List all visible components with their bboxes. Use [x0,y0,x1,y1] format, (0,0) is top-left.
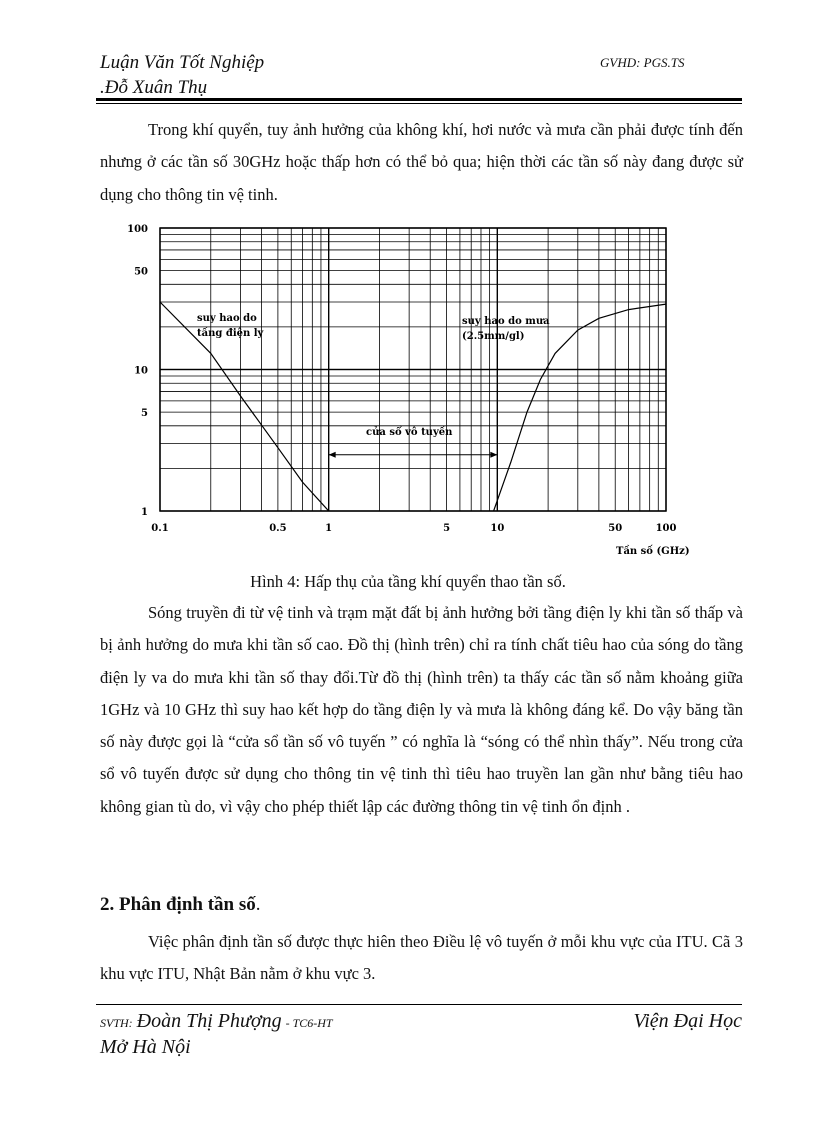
x-axis-label: Tần số (GHz) [616,546,690,557]
x-tick-label: 50 [608,523,623,534]
header-rule [96,98,742,104]
footer-svth-label: SVTH: [100,1016,133,1030]
y-tick-label: 100 [127,224,148,235]
section-heading [100,894,261,916]
y-tick-label: 5 [141,408,148,420]
y-tick-label: 50 [134,266,148,278]
figure-caption: Hình 4: Hấp thụ của tầng khí quyển thao tần số. [250,572,566,591]
x-tick-label: 1 [325,523,333,534]
x-tick-label: 0.1 [151,523,169,534]
radio-window-label: cửa sổ vô tuyến [366,427,453,438]
footer-student [100,1010,333,1033]
section-number: 2. [100,894,115,915]
paragraph-allocation: Việc phân định tần số được thực hiên theo Điều lệ vô tuyến ở mỗi khu vực của ITU. Cã 3 khu vực ITU, Nhật Bản nằm ở khu vực 3. [100,932,743,984]
x-tick-label: 100 [655,523,677,534]
x-tick-label: 0.5 [269,523,287,534]
x-tick-label: 10 [490,523,505,534]
header-title-line1: Luận Văn Tốt Nghiệp [100,52,265,73]
label-ionosphere-1: suy hao do [197,313,257,324]
arrow-right-head [490,452,497,458]
label-ionosphere-2: tầng điện ly [197,328,264,339]
paragraph-explanation: Sóng truyền đi từ vệ tinh và trạm mặt đất bị ảnh hưởng bởi tầng điện ly khi tần số thấp và bị ảnh hưởng do mưa khi tần số cao. Đồ thị (hình trên) chỉ ra tính chất tiêu hao của sóng do tầng điện ly va do mưa khi tần số thay đổi.Từ đồ thị (hình trên) ta thấy các tần số nằm khoảng giữa 1GHz và 10 GHz thì suy hao kết hợp do tầng điện ly và mưa là không đáng kể. Do vậy băng tần số này được gọi là “cửa sổ tần số vô tuyến ” có nghĩa là “sóng có thể nhìn thấy”. Nếu trong cửa sổ vô tuyến được sử dụng cho thông tin vệ tinh thì tiêu hao truyền lan gần như bằng tiêu hao không gian tù do, vì vậy cho phép thiết lập các đường thông tin vệ tinh ổn định . [100,603,743,816]
y-tick-label: 10 [134,365,148,377]
x-tick-labels [151,523,676,534]
y-tick-labels [127,224,148,518]
footer-institute-line1: Viện Đại Học [633,1010,742,1032]
footer-class-code: - TC6-HT [285,1016,333,1030]
header-advisor: GVHD: PGS.TS [600,55,685,70]
footer-rule [96,1004,742,1005]
section-trailing: . [255,894,261,915]
label-rain-2: (2.5mm/gl) [462,331,525,342]
header-title-line2: .Đỗ Xuân Thụ [100,77,208,98]
label-rain-1: suy hao do mưa [462,316,550,327]
paragraph-intro: Trong khí quyển, tuy ảnh hưởng của không khí, hơi nước và mưa cần phải được tính đến nhưng ở các tần số 30GHz hoặc thấp hơn có thể bỏ qua; hiện thời các tần số này đang được sử dụng cho thông tin vệ tinh. [100,120,743,204]
section-title: Phân định tần số [119,894,256,915]
y-tick-label: 1 [141,507,148,518]
footer-institute-line2: Mở Hà Nội [100,1036,191,1058]
chart-grid [160,228,666,511]
footer-student-name: Đoàn Thị Phượng [136,1010,282,1032]
arrow-left-head [329,452,336,458]
x-tick-label: 5 [443,523,451,534]
attenuation-chart [127,218,710,563]
header-title [100,50,264,100]
